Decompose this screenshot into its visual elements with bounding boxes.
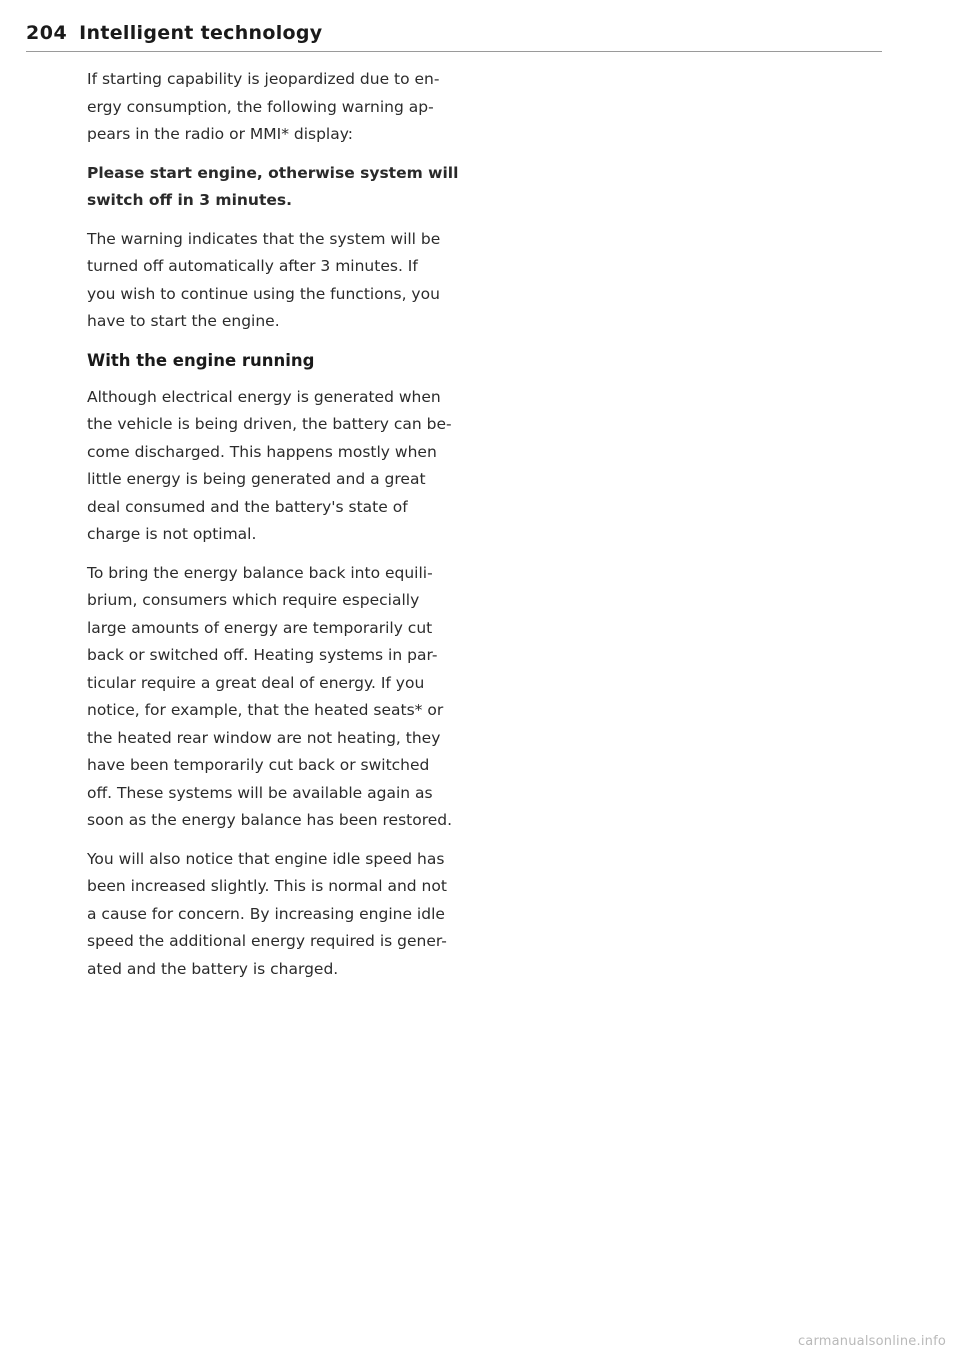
text-line: have to start the engine. — [87, 312, 280, 330]
warning-message — [87, 160, 487, 215]
text-line: little energy is being generated and a great — [87, 470, 426, 488]
text-line: deal consumed and the battery's state of — [87, 497, 408, 516]
text-line: a cause for concern. By increasing engine idle — [87, 904, 445, 923]
text-line: off. These systems will be available again as — [87, 783, 433, 802]
text-line: come discharged. This happens mostly when — [87, 442, 437, 461]
text-line: notice, for example, that the heated seats* or — [87, 701, 444, 719]
warning-line: switch off in 3 minutes. — [87, 191, 292, 209]
paragraph-warning-explanation — [87, 226, 487, 336]
text-line: ticular require a great deal of energy. If you — [87, 673, 425, 692]
text-line: turned off automatically after 3 minutes. If — [87, 257, 418, 275]
text-line: charge is not optimal. — [87, 525, 257, 543]
text-line: speed the additional energy required is gener- — [87, 932, 447, 950]
paragraph-energy-balance — [87, 560, 487, 835]
text-line: The warning indicates that the system will be — [87, 229, 441, 248]
text-line: You will also notice that engine idle speed has — [87, 849, 445, 868]
paragraph-intro — [87, 66, 487, 149]
text-line: brium, consumers which require especially — [87, 591, 420, 609]
page-content — [87, 66, 487, 994]
text-line: ated and the battery is charged. — [87, 959, 339, 978]
warning-line: Please start engine, otherwise system will — [87, 163, 459, 182]
text-line: pears in the radio or MMI* display: — [87, 125, 354, 143]
text-line: have been temporarily cut back or switched — [87, 756, 430, 774]
text-line: If starting capability is jeopardized due to en- — [87, 70, 440, 88]
text-line: ergy consumption, the following warning ap- — [87, 97, 434, 116]
text-line: large amounts of energy are temporarily cut — [87, 618, 433, 637]
text-line: back or switched off. Heating systems in par- — [87, 646, 438, 664]
text-line: Although electrical energy is generated when — [87, 387, 441, 406]
header-divider — [26, 51, 882, 52]
subheading-engine-running: With the engine running — [87, 350, 315, 370]
watermark: carmanualsonline.info — [797, 1334, 946, 1349]
text-line: been increased slightly. This is normal and not — [87, 877, 447, 895]
paragraph-discharge — [87, 384, 487, 549]
text-line: the vehicle is being driven, the battery can be- — [87, 415, 452, 433]
text-line: you wish to continue using the functions, you — [87, 284, 440, 303]
text-line: To bring the energy balance back into equili- — [87, 563, 433, 582]
paragraph-idle-speed — [87, 846, 487, 984]
page-number: 204 — [26, 22, 68, 44]
section-title: Intelligent technology — [79, 22, 323, 44]
text-line: soon as the energy balance has been restored. — [87, 811, 453, 829]
text-line: the heated rear window are not heating, they — [87, 728, 441, 747]
